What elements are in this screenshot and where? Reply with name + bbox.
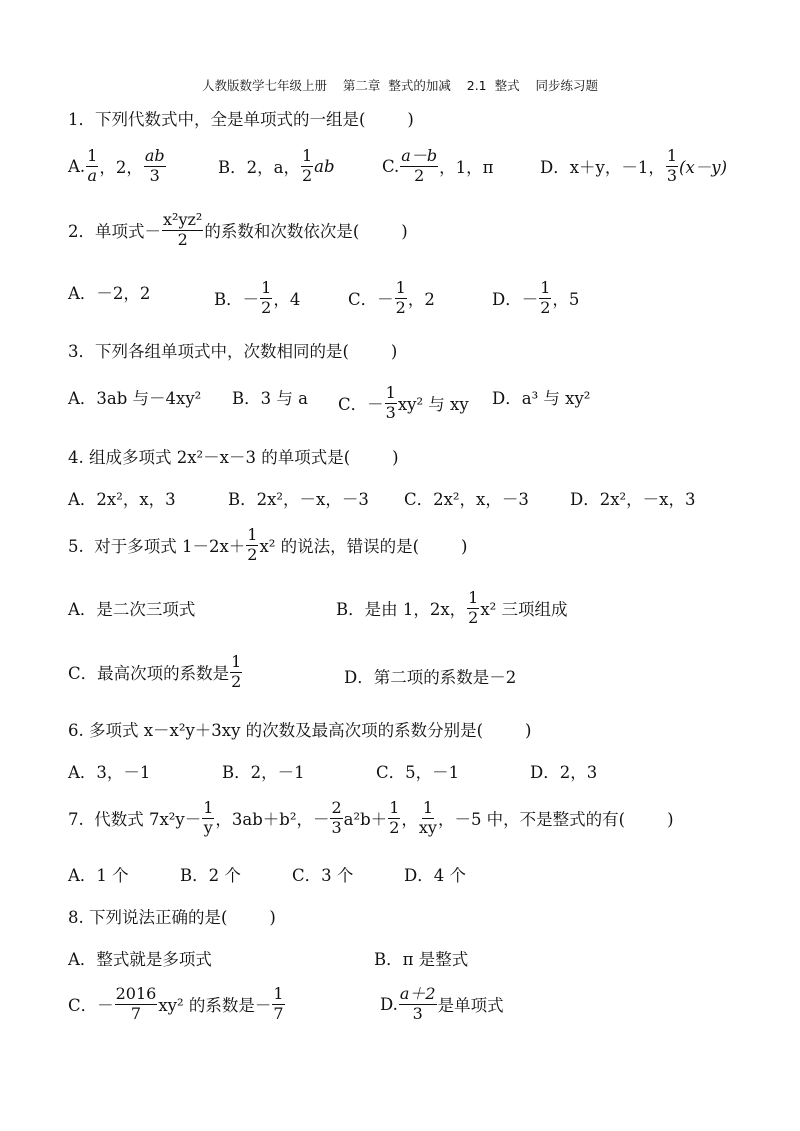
question-6-option-b: B．2，－1 bbox=[222, 763, 305, 782]
question-1-option-b: B．2，a， $\frac{1}{2}$ ab bbox=[218, 146, 335, 185]
question-7-option-c: C．3 个 bbox=[292, 866, 354, 885]
question-2-option-c: C．－ $\frac{1}{2}$ ，2 bbox=[348, 278, 435, 317]
question-6-option-a: A．3，－1 bbox=[68, 763, 151, 782]
question-3-option-c: C．－ $\frac{1}{3}$ xy² 与 xy bbox=[338, 383, 469, 422]
question-3-option-b: B．3 与 a bbox=[232, 389, 308, 408]
question-5-option-c: C．最高次项的系数是 $\frac{1}{2}$ bbox=[68, 652, 242, 691]
fraction: $\frac{1}{a}$ bbox=[87, 146, 98, 185]
fraction: $\frac{1}{xy}$ bbox=[418, 798, 437, 837]
question-4-option-a: A．2x²，x，3 bbox=[68, 490, 176, 509]
question-5-stem: 5. 对于多项式 1－2x＋ $\frac{1}{2}$ x² 的说法，错误的是( ) bbox=[68, 525, 468, 564]
question-8-option-b: B．π 是整式 bbox=[374, 950, 469, 969]
question-7-option-b: B．2 个 bbox=[180, 866, 241, 885]
page-header: 人教版数学七年级上册 第二章 整式的加减 2.1 整式 同步练习题 bbox=[202, 78, 598, 93]
fraction: $\frac{ab}{3}$ bbox=[144, 146, 165, 185]
fraction: $\frac{1}{2}$ bbox=[395, 278, 406, 317]
question-1-option-a: A. $\frac{1}{a}$ ，2， $\frac{ab}{3}$ bbox=[68, 146, 165, 185]
question-8-stem: 8. 下列说法正确的是( ) bbox=[68, 908, 276, 927]
fraction: $\frac{2}{3}$ bbox=[331, 798, 342, 837]
question-5-option-b: B．是由 1，2x， $\frac{1}{2}$ x² 三项组成 bbox=[336, 588, 568, 627]
question-2-option-d: D．－ $\frac{1}{2}$ ，5 bbox=[492, 278, 580, 317]
fraction: $\frac{a+2}{3}$ bbox=[399, 984, 436, 1023]
question-1-stem bbox=[68, 106, 414, 130]
fraction: $\frac{1}{2}$ bbox=[540, 278, 551, 317]
fraction: $\frac{1}{2}$ bbox=[247, 525, 258, 564]
question-8-option-c: C．－ $\frac{2016}{7}$ xy² 的系数是－ $\frac{1}{7}$ bbox=[68, 984, 284, 1023]
question-5-option-d: D．第二项的系数是－2 bbox=[344, 668, 517, 687]
fraction: $\frac{1}{2}$ bbox=[389, 798, 400, 837]
fraction: $\frac{1}{7}$ bbox=[273, 984, 284, 1023]
question-3-option-a: A．3ab 与－4xy² bbox=[68, 389, 202, 408]
fraction: $\frac{1}{2}$ bbox=[301, 146, 313, 185]
fraction: $\frac{1}{3}$ bbox=[666, 146, 678, 185]
question-3-option-d: D．a³ 与 xy² bbox=[492, 389, 591, 408]
question-8-option-d: D. $\frac{a+2}{3}$ 是单项式 bbox=[380, 984, 504, 1023]
fraction: $\frac{1}{2}$ bbox=[468, 588, 479, 627]
fraction: $\frac{\text{x²yz²}}{2}$ bbox=[163, 210, 203, 249]
question-3-stem: 3．下列各组单项式中，次数相同的是( ) bbox=[68, 342, 398, 361]
fraction: $\frac{1}{2}$ bbox=[231, 652, 242, 691]
question-6-option-c: C．5，－1 bbox=[376, 763, 460, 782]
fraction: $\frac{2016}{7}$ bbox=[115, 984, 157, 1023]
question-2-option-a: A．－2，2 bbox=[68, 284, 151, 303]
question-2-stem: 2．单项式－ $\frac{\text{x²yz²}}{2}$ 的系数和次数依次是( ) bbox=[68, 210, 408, 249]
fraction: $\frac{1}{y}$ bbox=[203, 798, 214, 837]
question-6-stem: 6. 多项式 x－x²y＋3xy 的次数及最高次项的系数分别是( ) bbox=[68, 721, 532, 740]
question-1-option-c: C. $\frac{a-b}{2}$ ，1，π bbox=[382, 146, 494, 185]
question-7-option-a: A．1 个 bbox=[68, 866, 129, 885]
question-8-option-a: A．整式就是多项式 bbox=[68, 950, 212, 969]
question-1-text: 1．下列代数式中，全是单项式的一组是( ) bbox=[68, 110, 414, 129]
question-2-option-b: B．－ $\frac{1}{2}$ ，4 bbox=[214, 278, 301, 317]
question-6-option-d: D．2，3 bbox=[530, 763, 598, 782]
question-4-stem: 4. 组成多项式 2x²－x－3 的单项式是( ) bbox=[68, 448, 399, 467]
question-4-option-c: C．2x²，x，－3 bbox=[404, 490, 529, 509]
question-4-option-d: D．2x²，－x，3 bbox=[570, 490, 696, 509]
fraction: $\frac{1}{3}$ bbox=[385, 383, 396, 422]
fraction: $\frac{a-b}{2}$ bbox=[401, 146, 438, 185]
question-7-stem: 7. 代数式 7x²y－ $\frac{1}{y}$ ，3ab＋b²，－ $\frac{2}{3}$ a²b＋ $\frac{1}{2}$ ， $\frac{1}{xy}$ ，－5 中，不是整式的有( ) bbox=[68, 798, 674, 837]
question-5-option-a: A．是二次三项式 bbox=[68, 600, 196, 619]
question-4-option-b: B．2x²，－x，－3 bbox=[228, 490, 369, 509]
question-7-option-d: D．4 个 bbox=[404, 866, 466, 885]
question-1-option-d: D．x＋y，－1， $\frac{1}{3}$ (x－y) bbox=[540, 146, 728, 185]
fraction: $\frac{1}{2}$ bbox=[261, 278, 272, 317]
